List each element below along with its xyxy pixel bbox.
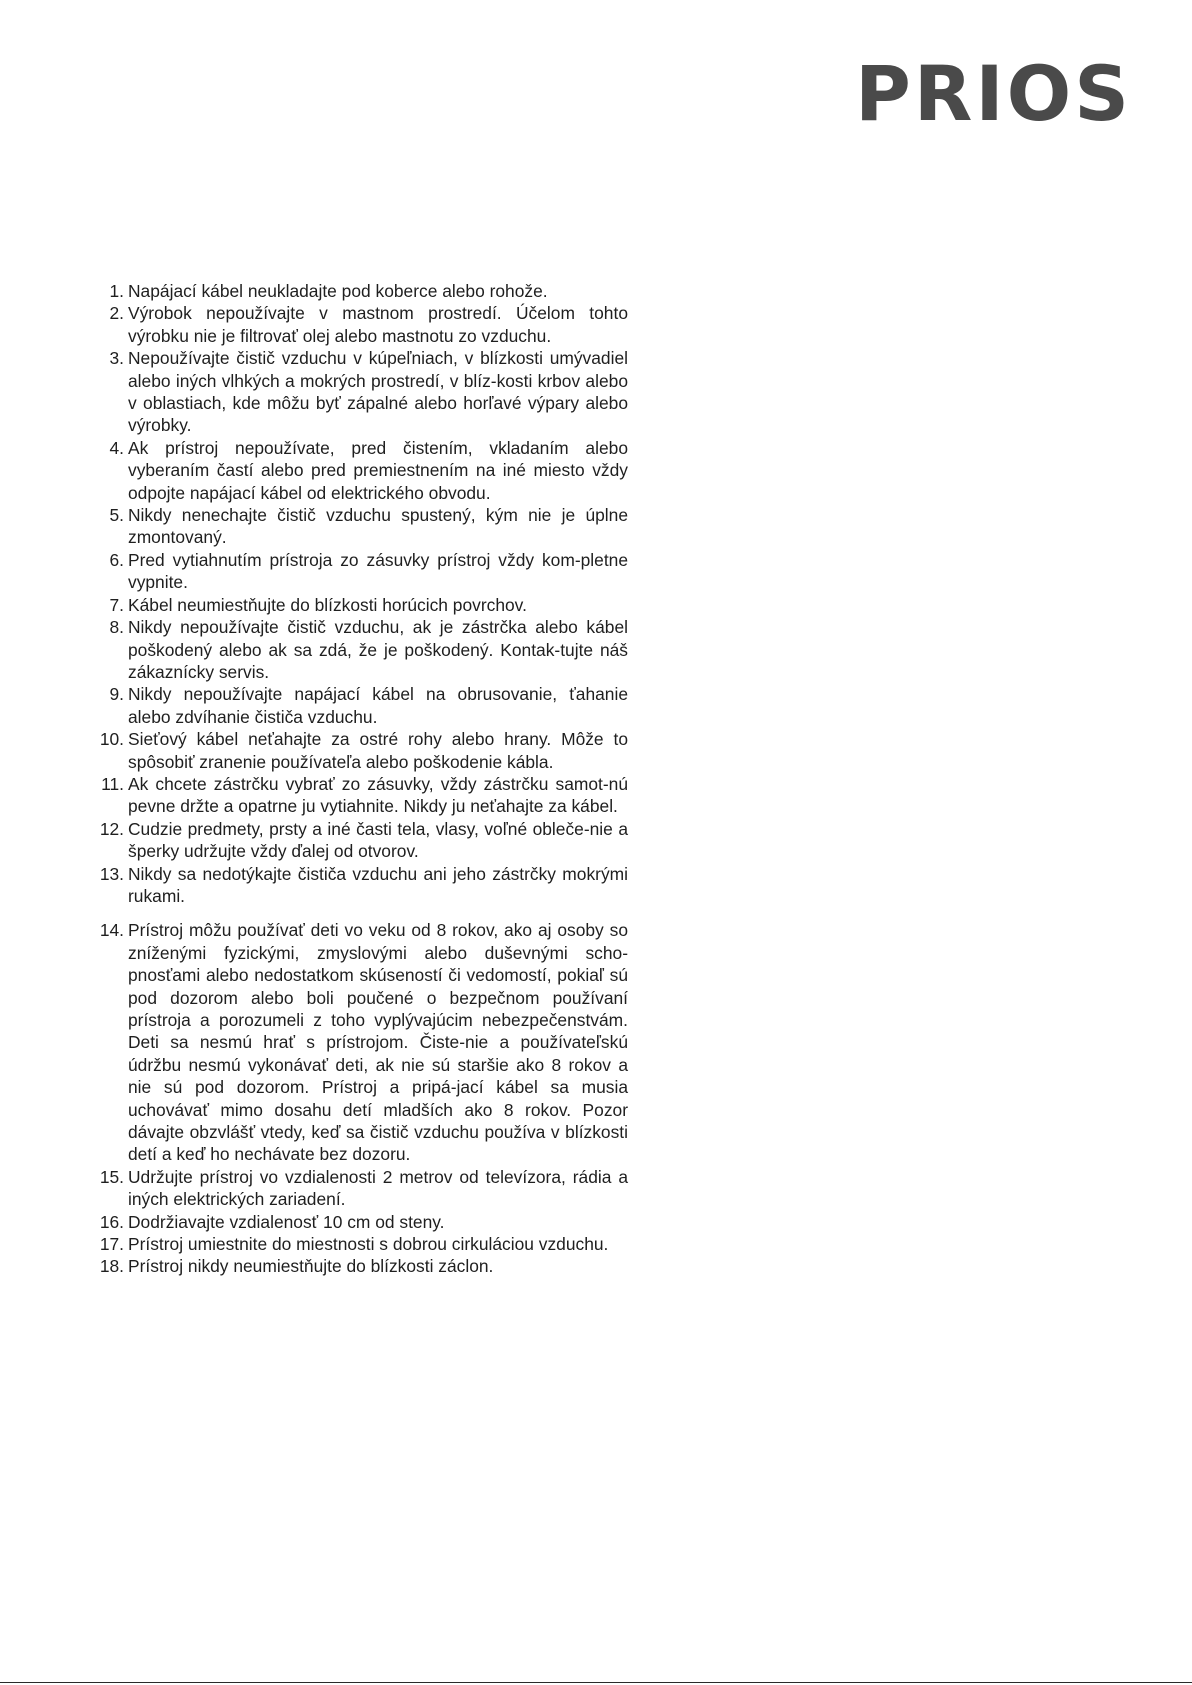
instruction-item-9 <box>88 683 628 728</box>
instruction-number: 7. <box>109 594 124 615</box>
brand-logo: PRIOS <box>855 49 1132 138</box>
instruction-number: 2. <box>109 303 124 324</box>
safety-instructions <box>88 280 628 1278</box>
instruction-text: Pred vytiahnutím prístroja zo zásuvky prístroj vždy kom-pletne vypnite. <box>128 549 628 593</box>
instruction-text: Prístroj nikdy neumiestňujte do blízkosti záclon. <box>128 1256 494 1277</box>
instruction-text: Nikdy nenechajte čistič vzduchu spustený, kým nie je úplne zmontovaný. <box>128 505 628 548</box>
instruction-text: Výrobok nepoužívajte v mastnom prostredí. Účelom tohto výrobku nie je filtrovať olej alebo mastnotu zo vzduchu. <box>128 303 628 346</box>
instruction-number: 12. <box>99 818 124 839</box>
instruction-number: 10. <box>99 729 124 750</box>
instruction-item-1 <box>88 280 628 302</box>
instruction-number: 18. <box>99 1256 124 1277</box>
instruction-item-6 <box>88 549 628 594</box>
instruction-item-8 <box>88 616 628 683</box>
instruction-number: 13. <box>99 863 124 884</box>
instruction-text: Udržujte prístroj vo vzdialenosti 2 metrov od televízora, rádia a iných elektrických zariadení. <box>128 1166 628 1210</box>
instruction-number: 14. <box>99 920 124 941</box>
instruction-number: 16. <box>99 1211 124 1232</box>
instruction-number: 8. <box>109 617 124 638</box>
instruction-number: 6. <box>109 549 124 570</box>
instruction-number: 3. <box>109 348 124 369</box>
instruction-text: Sieťový kábel neťahajte za ostré rohy alebo hrany. Môže to spôsobiť zranenie používateľa alebo poškodenie kábla. <box>128 729 628 772</box>
instruction-item-3 <box>88 347 628 437</box>
instruction-text: Nikdy nepoužívajte napájací kábel na obrusovanie, ťahanie alebo zdvíhanie čističa vzduchu. <box>128 684 628 727</box>
page-bottom-rule <box>0 1682 1192 1683</box>
instruction-text: Kábel neumiestňujte do blízkosti horúcich povrchov. <box>128 594 527 615</box>
instruction-text: Ak prístroj nepoužívate, pred čistením, vkladaním alebo vyberaním častí alebo pred premiestnením na iné miesto vždy odpojte napájací kábel od elektrického obvodu. <box>128 437 628 503</box>
instruction-item-5 <box>88 504 628 549</box>
instruction-number: 1. <box>109 281 124 301</box>
instruction-item-13 <box>88 863 628 908</box>
instruction-item-11 <box>88 773 628 818</box>
instruction-number: 15. <box>99 1166 124 1187</box>
instruction-text: Nikdy nepoužívajte čistič vzduchu, ak je zástrčka alebo kábel poškodený alebo ak sa zdá, že je poškodený. Kontak-tujte náš zákaznícky servis. <box>128 617 628 682</box>
instruction-number: 17. <box>99 1234 124 1255</box>
instruction-item-17 <box>88 1233 628 1255</box>
instruction-text: Napájací kábel neukladajte pod koberce alebo rohože. <box>128 281 548 301</box>
instruction-text: Nepoužívajte čistič vzduchu v kúpeľniach, v blízkosti umývadiel alebo iných vlhkých a mokrých prostredí, v blíz-kosti krbov alebo v oblastiach, kde môžu byť zápalné alebo horľavé výpary alebo výrobky. <box>128 348 628 436</box>
instruction-text: Nikdy sa nedotýkajte čističa vzduchu ani jeho zástrčky mokrými rukami. <box>128 863 628 906</box>
instruction-item-15 <box>88 1166 628 1211</box>
instruction-item-10 <box>88 728 628 773</box>
instruction-item-2 <box>88 302 628 347</box>
instruction-item-18 <box>88 1255 628 1277</box>
instruction-item-16 <box>88 1211 628 1233</box>
instruction-list <box>88 280 628 1278</box>
instruction-item-7 <box>88 594 628 616</box>
instruction-text: Ak chcete zástrčku vybrať zo zásuvky, vždy zástrčku samot-nú pevne držte a opatrne ju vytiahnite. Nikdy ju neťahajte za kábel. <box>128 773 628 817</box>
instruction-item-12 <box>88 818 628 863</box>
instruction-number: 4. <box>109 437 124 458</box>
instruction-text: Prístroj môžu používať deti vo veku od 8 rokov, ako aj osoby so zníženými fyzickými, zmyslovými alebo duševnými scho-pnosťami alebo nedostatkom skúseností či vedomostí, pokiaľ sú pod dozorom alebo boli poučené o bezpečnom používaní prístroja a porozumeli z toho vyplývajúcim nebezpečenstvám. Deti sa nesmú hrať s prístrojom. Čiste-nie a používateľskú údržbu nesmú vykonávať deti, ak nie sú staršie ako 8 rokov a nie sú pod dozorom. Prístroj a pripá-jací kábel sa musia uchovávať mimo dosahu detí mladších ako 8 rokov. Pozor dávajte obzvlášť vtedy, keď sa čistič vzduchu používa v blízkosti detí a keď ho nechávate bez dozoru. <box>128 920 628 1165</box>
instruction-text: Cudzie predmety, prsty a iné časti tela, vlasy, voľné obleče-nie a šperky udržujte vždy ďalej od otvorov. <box>128 818 628 862</box>
instruction-item-14 <box>88 919 628 1165</box>
instruction-number: 5. <box>109 505 124 526</box>
instruction-text: Prístroj umiestnite do miestnosti s dobrou cirkuláciou vzduchu. <box>128 1234 609 1255</box>
instruction-text: Dodržiavajte vzdialenosť 10 cm od steny. <box>128 1211 445 1232</box>
instruction-number: 11. <box>101 773 124 794</box>
instruction-item-4 <box>88 437 628 504</box>
instruction-number: 9. <box>109 684 124 705</box>
